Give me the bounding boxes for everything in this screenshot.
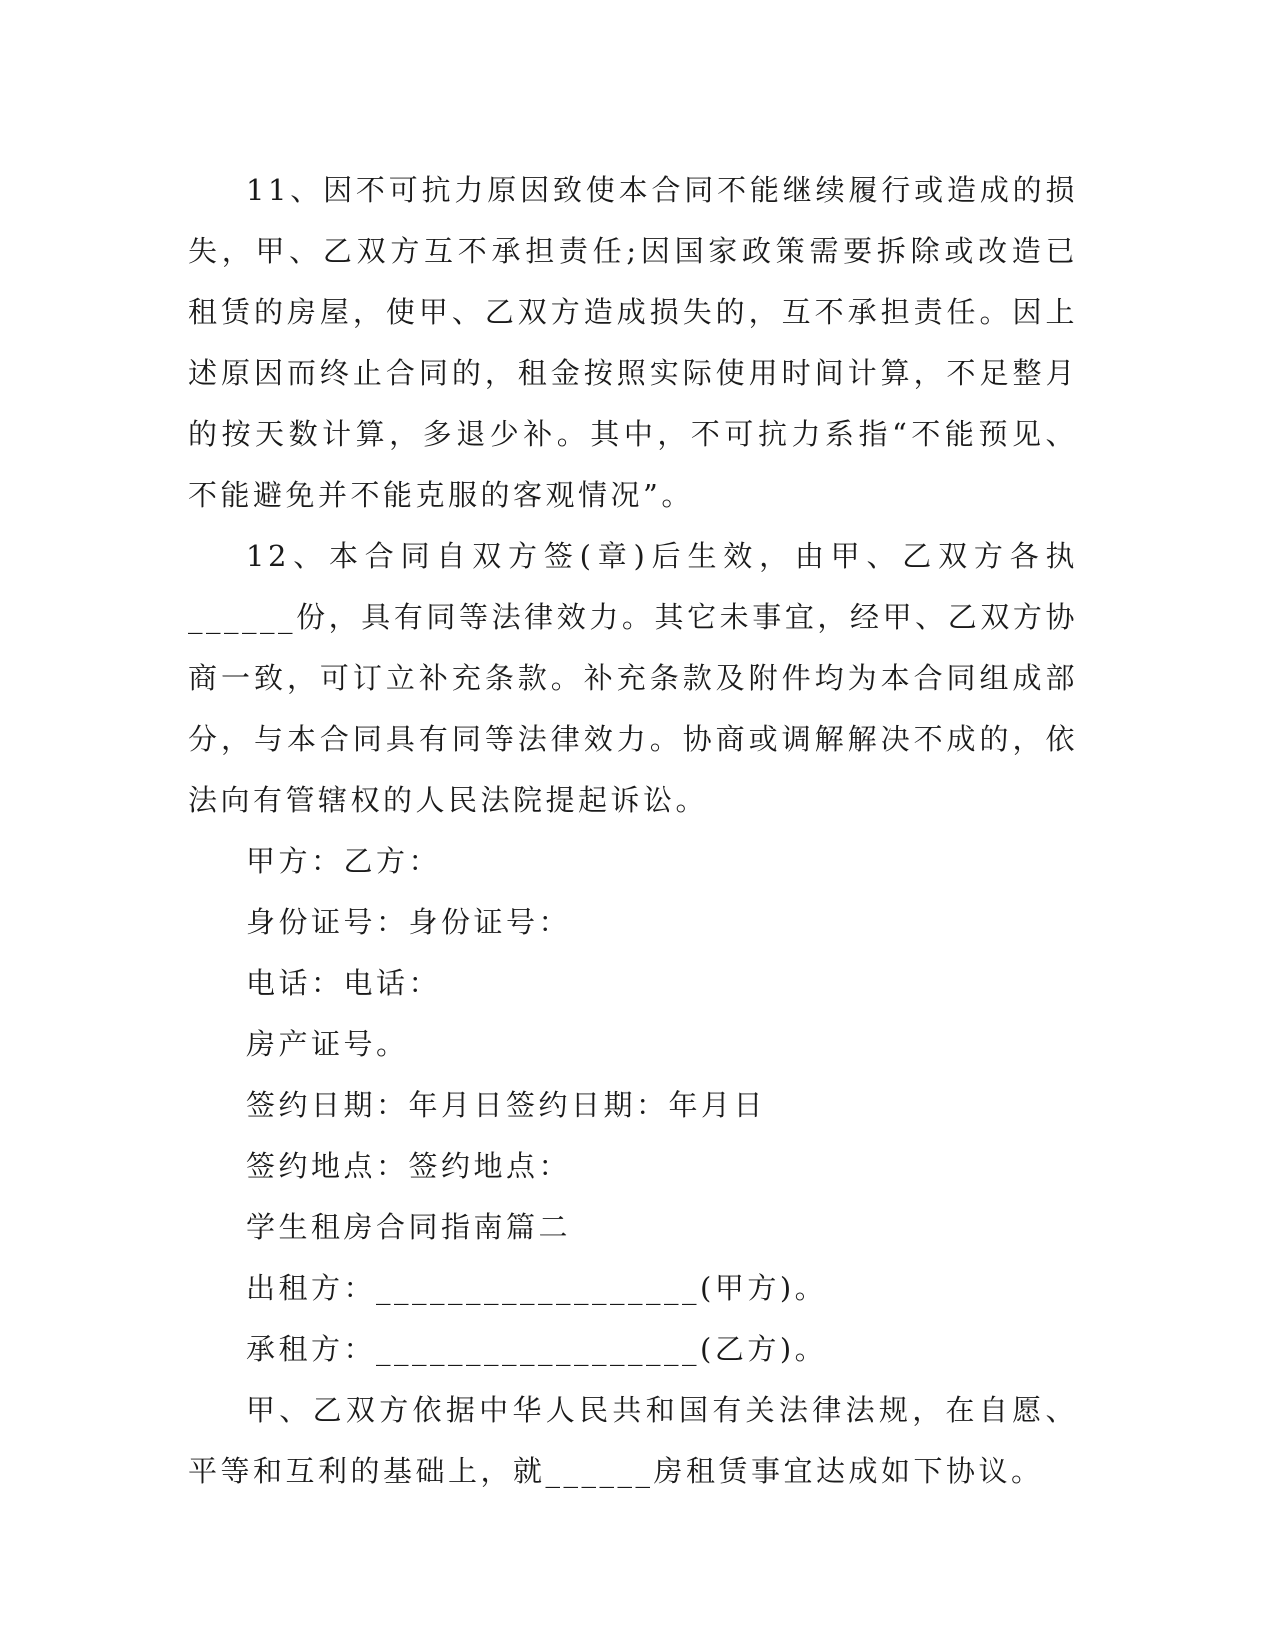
signing-date-line: 签约日期：年月日签约日期：年月日 xyxy=(246,1088,767,1122)
section-title: 学生租房合同指南篇二 xyxy=(246,1210,572,1244)
intro-paragraph: 甲、乙双方依据中华人民共和国有关法律法规，在自愿、平等和互利的基础上，就______房租赁事宜达成如下协议。 xyxy=(188,1393,1078,1488)
clause-12-paragraph: 12、本合同自双方签(章)后生效，由甲、乙双方各执______份，具有同等法律效力。其它未事宜，经甲、乙双方协商一致，可订立补充条款。补充条款及附件均为本合同组成部分，与本合同具有同等法律效力。协商或调解解决不成的，依法向有管辖权的人民法院提起诉讼。 xyxy=(188,539,1078,817)
property-certificate-line: 房产证号。 xyxy=(246,1027,409,1061)
document-body xyxy=(188,160,1078,1502)
id-number-line: 身份证号：身份证号： xyxy=(246,905,572,939)
clause-11-paragraph: 11、因不可抗力原因致使本合同不能继续履行或造成的损失，甲、乙双方互不承担责任;因国家政策需要拆除或改造已租赁的房屋，使甲、乙双方造成损失的，互不承担责任。因上述原因而终止合同的，租金按照实际使用时间计算，不足整月的按天数计算，多退少补。其中，不可抗力系指“不能预见、不能避免并不能克服的客观情况”。 xyxy=(188,173,1078,512)
phone-line: 电话：电话： xyxy=(246,966,442,1000)
party-signature-line: 甲方：乙方： xyxy=(246,844,442,878)
lessor-line: 出租方：__________________(甲方)。 xyxy=(246,1271,828,1305)
signing-place-line: 签约地点：签约地点： xyxy=(246,1149,572,1183)
lessee-line: 承租方：__________________(乙方)。 xyxy=(246,1332,828,1366)
